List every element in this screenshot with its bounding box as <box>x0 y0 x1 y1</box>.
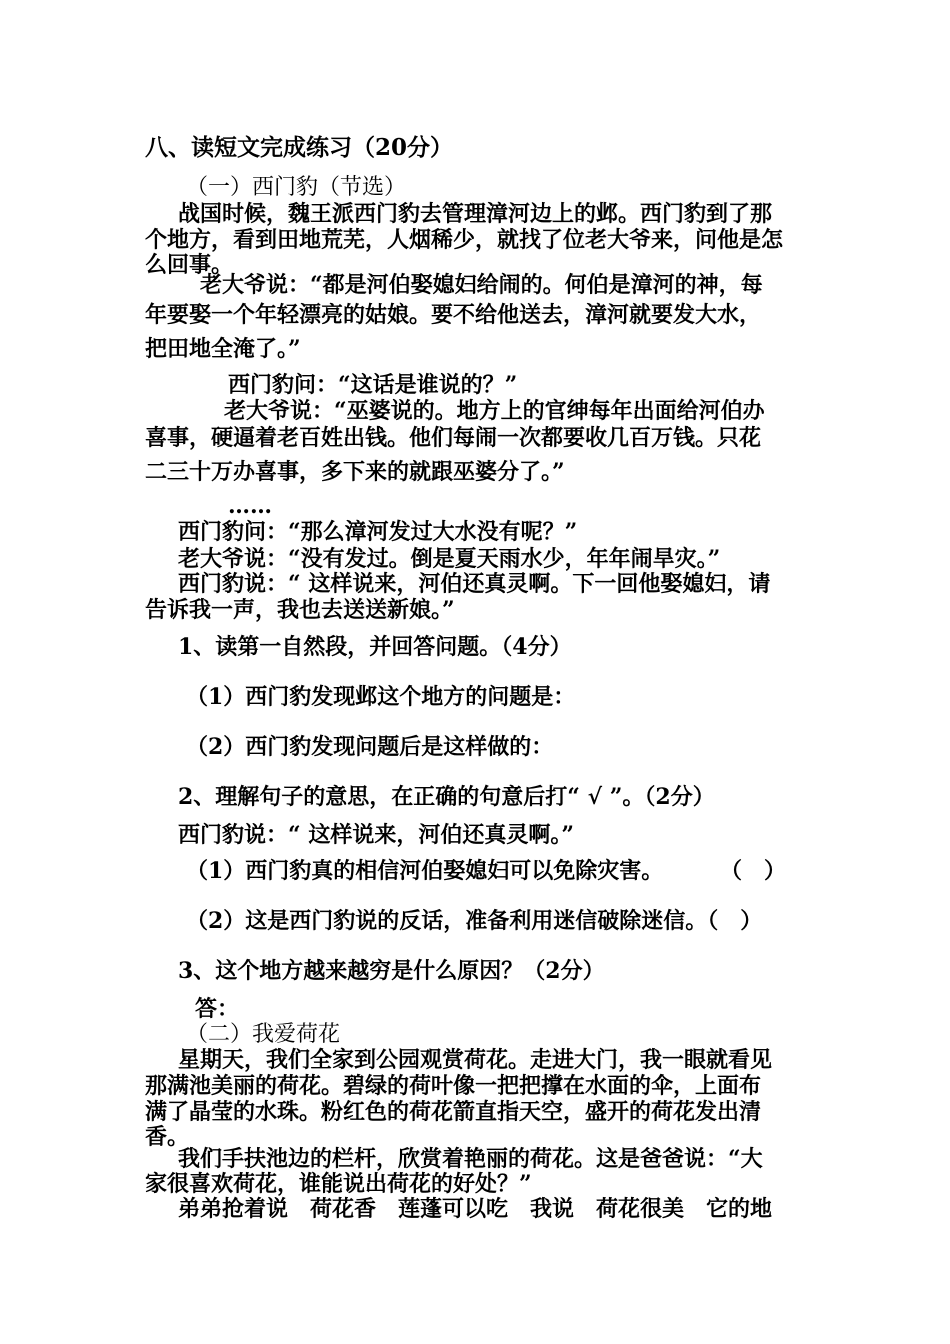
question-2-option-1-answer-bracket[interactable]: （ ） <box>720 858 787 884</box>
passage1-line: 喜事，硬逼着老百姓出钱。他们每闹一次都要收几百万钱。只花 <box>145 425 762 451</box>
passage1-line: 告诉我一声，我也去送送新娘。” <box>145 597 455 623</box>
passage2-line: 香。 <box>145 1124 190 1150</box>
passage2-line: 满了晶莹的水珠。粉红色的荷花箭直指天空，盛开的荷花发出清 <box>145 1099 762 1125</box>
question-3-title: 3、这个地方越来越穷是什么原因？（2分） <box>178 958 605 984</box>
question-1-sub-1: （1）西门豹发现邺这个地方的问题是： <box>186 684 576 710</box>
passage1-heading: （一）西门豹（节选） <box>186 175 407 200</box>
passage1-line: 西门豹问：“这话是谁说的？” <box>228 372 518 398</box>
passage1-line: 二三十万办喜事，多下来的就跟巫婆分了。” <box>145 459 565 485</box>
section-title: 八、读短文完成练习（20分） <box>145 134 454 161</box>
passage1-line: 个地方，看到田地荒芜，人烟稀少，就找了位老大爷来，问他是怎 <box>145 227 784 253</box>
passage2-heading: （二）我爱荷花 <box>186 1022 341 1047</box>
passage2-line: 我们手扶池边的栏杆，欣赏着艳丽的荷花。这是爸爸说：“大 <box>178 1146 763 1172</box>
passage1-line: 西门豹问：“那么漳河发过大水没有呢？” <box>178 519 578 545</box>
passage1-line: 老大爷说：“没有发过。倒是夏天雨水少，年年闹旱灾。” <box>178 546 721 572</box>
question-1-title: 1、读第一自然段，并回答问题。（4分） <box>178 634 572 660</box>
question-2-option-2: （2）这是西门豹说的反话，准备利用迷信破除迷信。（ ） <box>186 908 763 934</box>
question-3-answer-label: 答： <box>195 996 240 1022</box>
passage1-line: 么回事。 <box>145 252 234 278</box>
passage1-line: 年要娶一个年轻漂亮的姑娘。要不给他送去，漳河就要发大水， <box>145 302 762 328</box>
question-1-sub-2: （2）西门豹发现问题后是这样做的： <box>186 734 554 760</box>
passage2-line: 星期天，我们全家到公园观赏荷花。走进大门，我一眼就看见 <box>178 1047 773 1073</box>
question-2-quote: 西门豹说：“ 这样说来，河伯还真灵啊。” <box>178 822 574 848</box>
passage2-line: 弟弟抢着说 荷花香 莲蓬可以吃 我说 荷花很美 它的地 <box>178 1196 773 1222</box>
passage1-line: 老大爷说：“巫婆说的。地方上的官绅每年出面给河伯办 <box>224 398 765 424</box>
question-2-option-1: （1）西门豹真的相信河伯娶媳妇可以免除灾害。 <box>186 858 664 884</box>
passage1-line: 西门豹说：“ 这样说来，河伯还真灵啊。下一回他娶媳妇，请 <box>178 571 771 597</box>
passage1-line: 战国时候，魏王派西门豹去管理漳河边上的邺。西门豹到了那 <box>178 201 773 227</box>
passage2-line: 那满池美丽的荷花。碧绿的荷叶像一把把撑在水面的伞，上面布 <box>145 1073 762 1099</box>
passage1-line: 老大爷说：“都是河伯娶媳妇给闹的。何伯是漳河的神，每 <box>200 272 763 298</box>
passage2-line: 家很喜欢荷花，谁能说出荷花的好处？” <box>145 1171 532 1197</box>
question-2-title: 2、理解句子的意思，在正确的句意后打“ √ ”。（2分） <box>178 784 715 810</box>
passage1-line: 把田地全淹了。” <box>145 336 301 362</box>
passage1-ellipsis: …… <box>228 493 272 519</box>
